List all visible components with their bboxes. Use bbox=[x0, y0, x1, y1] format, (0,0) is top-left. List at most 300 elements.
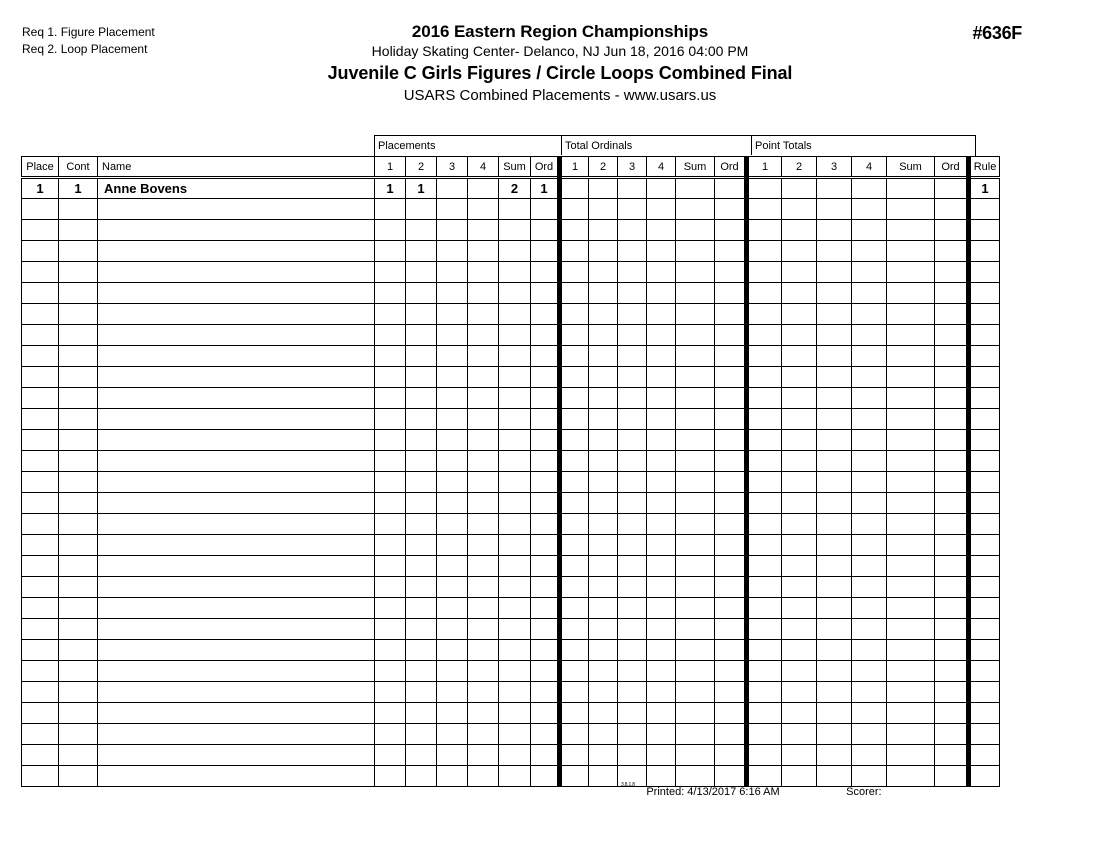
cell-empty bbox=[935, 430, 969, 451]
cell-empty bbox=[715, 661, 747, 682]
table-row-empty[interactable] bbox=[22, 283, 1000, 304]
cell-empty bbox=[375, 262, 406, 283]
cell-empty bbox=[531, 619, 560, 640]
cell-empty bbox=[935, 766, 969, 787]
cell-empty bbox=[647, 619, 676, 640]
cell-empty bbox=[59, 640, 98, 661]
cell-empty bbox=[589, 472, 618, 493]
cell-empty bbox=[747, 472, 782, 493]
cell-empty bbox=[375, 535, 406, 556]
requirement-tag: Req bbox=[22, 42, 45, 56]
cell-empty bbox=[468, 598, 499, 619]
cell-empty bbox=[560, 262, 589, 283]
cell-empty bbox=[676, 220, 715, 241]
cell-empty bbox=[618, 199, 647, 220]
cell-empty bbox=[59, 325, 98, 346]
cell-empty bbox=[618, 619, 647, 640]
cell-empty bbox=[715, 304, 747, 325]
cell-empty bbox=[437, 514, 468, 535]
cell-empty bbox=[747, 430, 782, 451]
cell-empty bbox=[715, 535, 747, 556]
cell-empty bbox=[715, 430, 747, 451]
cell-empty bbox=[935, 535, 969, 556]
cell-empty bbox=[715, 556, 747, 577]
cell-empty bbox=[747, 514, 782, 535]
cell-empty bbox=[618, 640, 647, 661]
cell-empty bbox=[817, 220, 852, 241]
cell-empty bbox=[817, 241, 852, 262]
cell-placement-j3 bbox=[437, 178, 468, 199]
col-header-ordinal-j1: 1 bbox=[560, 157, 589, 178]
cell-empty bbox=[560, 241, 589, 262]
cell-empty bbox=[98, 514, 375, 535]
table-row-empty[interactable] bbox=[22, 619, 1000, 640]
cell-empty bbox=[468, 262, 499, 283]
cell-empty bbox=[647, 409, 676, 430]
cell-empty bbox=[817, 640, 852, 661]
cell-empty bbox=[935, 346, 969, 367]
table-row-empty[interactable] bbox=[22, 493, 1000, 514]
cell-empty bbox=[499, 745, 531, 766]
cell-empty bbox=[406, 493, 437, 514]
cell-empty bbox=[560, 640, 589, 661]
cell-empty bbox=[715, 388, 747, 409]
col-header-placement-sum: Sum bbox=[499, 157, 531, 178]
cell-empty bbox=[531, 640, 560, 661]
cell-empty bbox=[817, 703, 852, 724]
col-header-placement-j1: 1 bbox=[375, 157, 406, 178]
cell-empty bbox=[468, 346, 499, 367]
championship-title: 2016 Eastern Region Championships bbox=[411, 22, 709, 41]
cell-empty bbox=[817, 514, 852, 535]
cell-empty bbox=[589, 451, 618, 472]
cell-empty bbox=[531, 241, 560, 262]
cell-empty bbox=[817, 724, 852, 745]
cell-empty bbox=[468, 640, 499, 661]
cell-empty bbox=[747, 682, 782, 703]
cell-empty bbox=[887, 430, 935, 451]
cell-rule: 1 bbox=[969, 178, 1000, 199]
cell-empty bbox=[715, 619, 747, 640]
cell-empty bbox=[747, 220, 782, 241]
table-row-empty[interactable] bbox=[22, 262, 1000, 283]
cell-empty bbox=[437, 241, 468, 262]
cell-empty bbox=[887, 556, 935, 577]
cell-empty bbox=[747, 283, 782, 304]
table-row-empty[interactable] bbox=[22, 598, 1000, 619]
cell-empty bbox=[647, 598, 676, 619]
cell-empty bbox=[618, 241, 647, 262]
cell-empty bbox=[935, 493, 969, 514]
table-row-empty[interactable] bbox=[22, 661, 1000, 682]
table-row-empty[interactable] bbox=[22, 220, 1000, 241]
cell-empty bbox=[782, 262, 817, 283]
cell-empty bbox=[852, 661, 887, 682]
cell-empty bbox=[969, 493, 1000, 514]
cell-empty bbox=[437, 745, 468, 766]
cell-empty bbox=[852, 409, 887, 430]
cell-empty bbox=[647, 241, 676, 262]
cell-empty bbox=[531, 367, 560, 388]
cell-empty bbox=[589, 220, 618, 241]
cell-empty bbox=[375, 556, 406, 577]
cell-empty bbox=[406, 766, 437, 787]
cell-empty bbox=[935, 619, 969, 640]
cell-empty bbox=[782, 724, 817, 745]
cell-empty bbox=[98, 388, 375, 409]
cell-empty bbox=[437, 262, 468, 283]
cell-empty bbox=[59, 241, 98, 262]
cell-empty bbox=[782, 661, 817, 682]
cell-empty bbox=[531, 535, 560, 556]
cell-empty bbox=[560, 535, 589, 556]
requirement-line bbox=[22, 24, 155, 41]
table-row-empty[interactable] bbox=[22, 535, 1000, 556]
cell-empty bbox=[375, 766, 406, 787]
table-row-empty[interactable] bbox=[22, 346, 1000, 367]
cell-empty bbox=[969, 346, 1000, 367]
cell-points-j2 bbox=[782, 178, 817, 199]
cell-empty bbox=[715, 493, 747, 514]
cell-empty bbox=[618, 556, 647, 577]
cell-empty bbox=[468, 283, 499, 304]
group-header-placements: Placements bbox=[378, 140, 436, 152]
cell-empty bbox=[969, 598, 1000, 619]
cell-empty bbox=[499, 346, 531, 367]
cell-empty bbox=[647, 283, 676, 304]
cell-empty bbox=[437, 199, 468, 220]
cell-empty bbox=[647, 514, 676, 535]
cell-empty bbox=[437, 556, 468, 577]
col-header-points-j4: 4 bbox=[852, 157, 887, 178]
cell-empty bbox=[887, 199, 935, 220]
cell-empty bbox=[969, 745, 1000, 766]
cell-empty bbox=[437, 598, 468, 619]
cell-empty bbox=[887, 619, 935, 640]
cell-empty bbox=[715, 241, 747, 262]
cell-empty bbox=[589, 766, 618, 787]
cell-empty bbox=[676, 283, 715, 304]
cell-empty bbox=[22, 577, 59, 598]
cell-empty bbox=[375, 724, 406, 745]
table-row-empty[interactable] bbox=[22, 409, 1000, 430]
cell-empty bbox=[22, 304, 59, 325]
cell-empty bbox=[618, 724, 647, 745]
cell-empty bbox=[647, 703, 676, 724]
cell-empty bbox=[560, 619, 589, 640]
cell-empty bbox=[531, 766, 560, 787]
table-row-empty[interactable] bbox=[22, 199, 1000, 220]
cell-empty bbox=[969, 430, 1000, 451]
table-row-empty[interactable] bbox=[22, 703, 1000, 724]
cell-empty bbox=[618, 535, 647, 556]
cell-empty bbox=[468, 304, 499, 325]
cell-empty bbox=[715, 199, 747, 220]
cell-empty bbox=[676, 472, 715, 493]
cell-empty bbox=[98, 367, 375, 388]
cell-empty bbox=[817, 304, 852, 325]
cell-empty bbox=[406, 619, 437, 640]
cell-empty bbox=[531, 220, 560, 241]
cell-empty bbox=[747, 346, 782, 367]
cell-empty bbox=[935, 451, 969, 472]
cell-empty bbox=[468, 745, 499, 766]
table-row-empty[interactable] bbox=[22, 682, 1000, 703]
cell-empty bbox=[782, 241, 817, 262]
cell-empty bbox=[437, 367, 468, 388]
cell-empty bbox=[98, 262, 375, 283]
cell-empty bbox=[715, 262, 747, 283]
cell-empty bbox=[647, 199, 676, 220]
cell-empty bbox=[618, 430, 647, 451]
cell-empty bbox=[22, 325, 59, 346]
cell-empty bbox=[22, 283, 59, 304]
cell-empty bbox=[852, 556, 887, 577]
cell-empty bbox=[715, 724, 747, 745]
cell-empty bbox=[618, 451, 647, 472]
cell-empty bbox=[887, 514, 935, 535]
cell-empty bbox=[852, 682, 887, 703]
organization-line: USARS Combined Placements - www.usars.us bbox=[403, 87, 717, 104]
cell-empty bbox=[647, 535, 676, 556]
cell-empty bbox=[406, 304, 437, 325]
cell-empty bbox=[468, 367, 499, 388]
cell-empty bbox=[406, 724, 437, 745]
requirement-line bbox=[22, 41, 155, 58]
cell-empty bbox=[22, 535, 59, 556]
cell-empty bbox=[589, 619, 618, 640]
cell-empty bbox=[676, 577, 715, 598]
cell-empty bbox=[375, 682, 406, 703]
event-number: #636F bbox=[972, 23, 1022, 43]
cell-empty bbox=[375, 619, 406, 640]
cell-empty bbox=[969, 514, 1000, 535]
cell-ordinal-j4 bbox=[647, 178, 676, 199]
cell-empty bbox=[618, 388, 647, 409]
cell-empty bbox=[22, 556, 59, 577]
cell-empty bbox=[406, 346, 437, 367]
cell-empty bbox=[531, 409, 560, 430]
cell-cont: 1 bbox=[59, 178, 98, 199]
cell-empty bbox=[852, 598, 887, 619]
table-row-empty[interactable] bbox=[22, 577, 1000, 598]
cell-empty bbox=[560, 661, 589, 682]
table-row-empty[interactable] bbox=[22, 388, 1000, 409]
cell-empty bbox=[98, 283, 375, 304]
cell-empty bbox=[468, 325, 499, 346]
cell-empty bbox=[747, 703, 782, 724]
cell-empty bbox=[22, 220, 59, 241]
cell-empty bbox=[782, 493, 817, 514]
cell-empty bbox=[589, 241, 618, 262]
col-header-place: Place bbox=[22, 157, 59, 178]
cell-empty bbox=[618, 703, 647, 724]
cell-empty bbox=[375, 304, 406, 325]
cell-empty bbox=[375, 703, 406, 724]
cell-empty bbox=[499, 262, 531, 283]
cell-empty bbox=[618, 283, 647, 304]
cell-empty bbox=[969, 409, 1000, 430]
cell-empty bbox=[969, 325, 1000, 346]
cell-empty bbox=[969, 556, 1000, 577]
cell-empty bbox=[406, 598, 437, 619]
cell-empty bbox=[935, 724, 969, 745]
table-row-empty[interactable] bbox=[22, 430, 1000, 451]
cell-empty bbox=[852, 220, 887, 241]
cell-empty bbox=[647, 451, 676, 472]
cell-empty bbox=[747, 493, 782, 514]
cell-empty bbox=[560, 283, 589, 304]
cell-empty bbox=[969, 304, 1000, 325]
cell-empty bbox=[618, 598, 647, 619]
cell-empty bbox=[589, 262, 618, 283]
cell-empty bbox=[817, 577, 852, 598]
cell-empty bbox=[499, 283, 531, 304]
cell-empty bbox=[715, 598, 747, 619]
cell-empty bbox=[969, 262, 1000, 283]
cell-empty bbox=[589, 577, 618, 598]
cell-empty bbox=[499, 325, 531, 346]
cell-empty bbox=[969, 619, 1000, 640]
version-label: 3.8.1.8 bbox=[621, 782, 635, 788]
cell-empty bbox=[406, 220, 437, 241]
cell-empty bbox=[887, 304, 935, 325]
cell-empty bbox=[406, 199, 437, 220]
cell-empty bbox=[589, 640, 618, 661]
table-row-empty[interactable] bbox=[22, 745, 1000, 766]
cell-empty bbox=[817, 283, 852, 304]
cell-empty bbox=[782, 640, 817, 661]
cell-empty bbox=[817, 598, 852, 619]
cell-empty bbox=[59, 661, 98, 682]
cell-empty bbox=[887, 661, 935, 682]
cell-placement-j2: 1 bbox=[406, 178, 437, 199]
table-row-empty[interactable] bbox=[22, 514, 1000, 535]
cell-empty bbox=[747, 535, 782, 556]
cell-empty bbox=[531, 262, 560, 283]
cell-ordinal-j2 bbox=[589, 178, 618, 199]
cell-empty bbox=[437, 388, 468, 409]
cell-empty bbox=[406, 661, 437, 682]
cell-empty bbox=[589, 514, 618, 535]
table-row-empty[interactable] bbox=[22, 451, 1000, 472]
cell-empty bbox=[59, 766, 98, 787]
cell-ordinal-ord bbox=[715, 178, 747, 199]
cell-empty bbox=[676, 493, 715, 514]
cell-empty bbox=[98, 703, 375, 724]
cell-empty bbox=[468, 766, 499, 787]
cell-empty bbox=[852, 640, 887, 661]
cell-empty bbox=[531, 304, 560, 325]
cell-empty bbox=[375, 661, 406, 682]
group-header-total-ordinals: Total Ordinals bbox=[561, 136, 751, 155]
cell-empty bbox=[406, 514, 437, 535]
requirements-block bbox=[22, 24, 155, 58]
table-row[interactable] bbox=[22, 178, 1000, 199]
cell-empty bbox=[589, 661, 618, 682]
cell-empty bbox=[375, 220, 406, 241]
cell-empty bbox=[59, 346, 98, 367]
cell-empty bbox=[935, 640, 969, 661]
table-row-empty[interactable] bbox=[22, 367, 1000, 388]
cell-empty bbox=[589, 682, 618, 703]
cell-empty bbox=[747, 304, 782, 325]
cell-empty bbox=[852, 262, 887, 283]
cell-empty bbox=[375, 472, 406, 493]
cell-empty bbox=[98, 430, 375, 451]
cell-empty bbox=[887, 724, 935, 745]
cell-empty bbox=[935, 598, 969, 619]
cell-empty bbox=[531, 745, 560, 766]
footer bbox=[621, 782, 882, 800]
cell-empty bbox=[531, 199, 560, 220]
cell-empty bbox=[969, 766, 1000, 787]
table-row-empty[interactable] bbox=[22, 325, 1000, 346]
cell-empty bbox=[647, 577, 676, 598]
cell-empty bbox=[531, 493, 560, 514]
cell-empty bbox=[647, 220, 676, 241]
table-row-empty[interactable] bbox=[22, 640, 1000, 661]
cell-empty bbox=[715, 640, 747, 661]
cell-empty bbox=[782, 598, 817, 619]
cell-empty bbox=[747, 598, 782, 619]
cell-empty bbox=[560, 766, 589, 787]
cell-empty bbox=[406, 409, 437, 430]
cell-empty bbox=[782, 304, 817, 325]
cell-empty bbox=[437, 220, 468, 241]
cell-empty bbox=[468, 409, 499, 430]
cell-empty bbox=[618, 325, 647, 346]
cell-empty bbox=[499, 598, 531, 619]
cell-empty bbox=[887, 346, 935, 367]
cell-empty bbox=[375, 409, 406, 430]
cell-empty bbox=[468, 199, 499, 220]
cell-empty bbox=[747, 367, 782, 388]
col-header-ordinal-j4: 4 bbox=[647, 157, 676, 178]
table-row-empty[interactable] bbox=[22, 472, 1000, 493]
cell-empty bbox=[98, 199, 375, 220]
cell-placement-j1: 1 bbox=[375, 178, 406, 199]
cell-empty bbox=[618, 682, 647, 703]
table-row-empty[interactable] bbox=[22, 556, 1000, 577]
cell-empty bbox=[499, 535, 531, 556]
cell-empty bbox=[676, 514, 715, 535]
cell-empty bbox=[59, 556, 98, 577]
cell-empty bbox=[59, 535, 98, 556]
cell-empty bbox=[437, 430, 468, 451]
cell-empty bbox=[618, 577, 647, 598]
cell-empty bbox=[647, 472, 676, 493]
cell-empty bbox=[406, 703, 437, 724]
table-row-empty[interactable] bbox=[22, 724, 1000, 745]
table-row-empty[interactable] bbox=[22, 304, 1000, 325]
cell-empty bbox=[647, 346, 676, 367]
cell-empty bbox=[618, 745, 647, 766]
cell-empty bbox=[676, 745, 715, 766]
cell-empty bbox=[747, 661, 782, 682]
cell-placement-j4 bbox=[468, 178, 499, 199]
cell-empty bbox=[747, 724, 782, 745]
cell-empty bbox=[782, 430, 817, 451]
cell-empty bbox=[531, 577, 560, 598]
cell-empty bbox=[676, 535, 715, 556]
cell-empty bbox=[852, 430, 887, 451]
cell-empty bbox=[618, 304, 647, 325]
cell-empty bbox=[782, 682, 817, 703]
cell-empty bbox=[969, 472, 1000, 493]
cell-empty bbox=[98, 724, 375, 745]
table-row-empty[interactable] bbox=[22, 241, 1000, 262]
